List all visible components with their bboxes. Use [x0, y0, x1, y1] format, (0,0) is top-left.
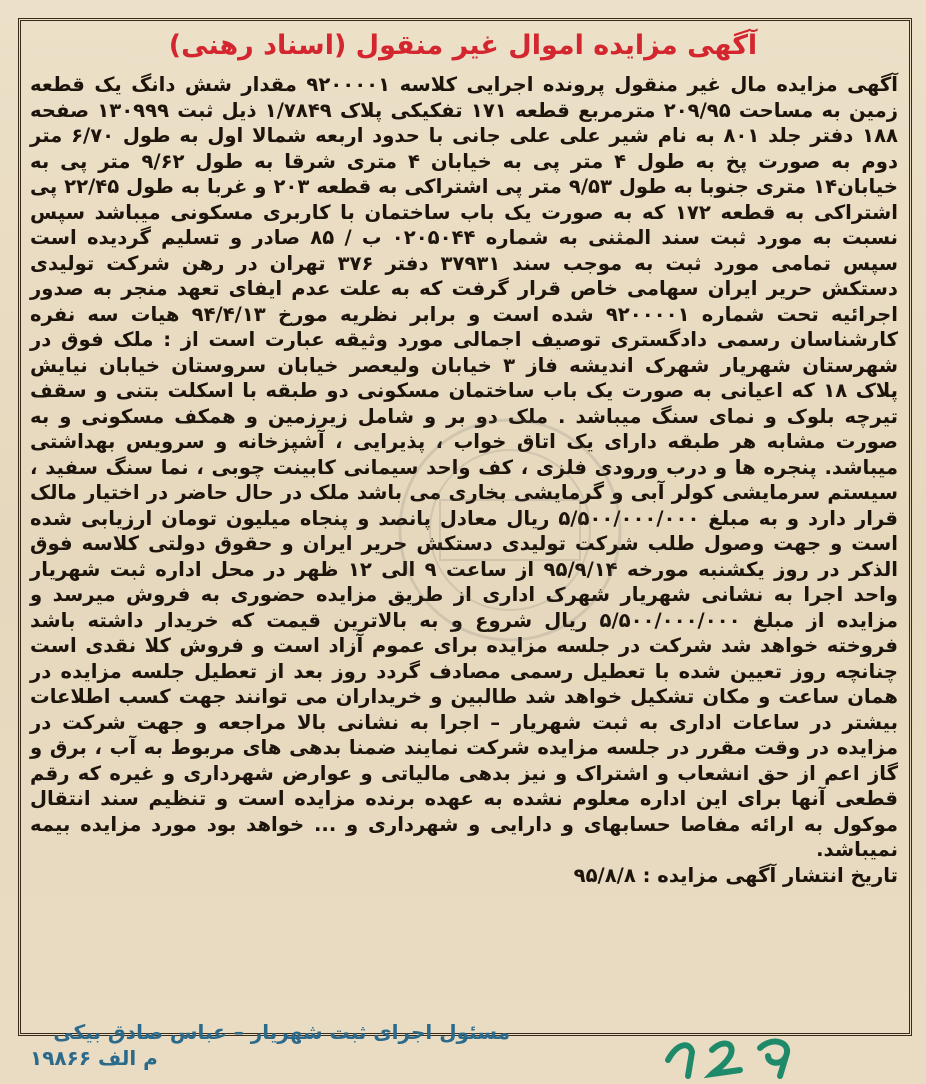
- publish-date-line: تاریخ انتشار آگهی مزایده : ۹۵/۸/۸: [573, 863, 898, 887]
- reference-code: م الف ۱۹۸۶۶: [30, 1046, 158, 1070]
- notice-title: آگهی مزایده اموال غیر منقول (اسناد رهنی): [168, 30, 758, 61]
- signature-line: مسئول اجرای ثبت شهریار – عباس صادق بیکی: [53, 1020, 510, 1044]
- handwritten-number: [660, 1030, 810, 1080]
- notice-body: [30, 72, 898, 888]
- notice-body-paragraph: آگهی مزایده مال غیر منقول پرونده اجرایی کلاسه ۹۲۰۰۰۰۱ مقدار شش دانگ یک قطعه زمین به مساحت ۲۰۹/۹۵ مترمربع قطعه ۱۷۱ تفکیکی پلاک ۱/۷۸۴۹ ذیل ثبت ۱۳۰۹۹۹ صفحه ۱۸۸ دفتر جلد ۸۰۱ به نام شیر علی علی جانی با حدود اربعه شمالا اول به طول ۶/۷۰ متر دوم به صورت پخ به طول ۴ متر پی به خیابان ۴ متری شرقا به طول ۹/۶۲ متر پی به خیابان۱۴ متری جنوبا به طول ۹/۵۳ متر پی اشتراکی به قطعه ۲۰۳ و غربا به طول ۲۲/۴۵ پی اشتراکی به قطعه ۱۷۲ که به صورت یک باب ساختمان با کاربری مسکونی میباشد سپس نسبت به مورد ثبت سند المثنی به شماره ۰۲۰۵۰۴۴ ب / ۸۵ صادر و تسلیم گردیده است سپس تمامی مورد ثبت به موجب سند ۳۷۹۳۱ دفتر ۳۷۶ تهران در رهن شرکت تولیدی دستکش حریر ایران سهامی خاص قرار گرفت که به علت عدم ایفای تعهد منجر به صدور اجرائیه تحت شماره ۹۲۰۰۰۰۱ شده است و برابر نظریه مورخ ۹۴/۴/۱۳ هیات سه نفره کارشناسان رسمی دادگستری توصیف اجمالی مورد وثیقه عبارت است از : ملک فوق در شهرستان شهریار شهرک اندیشه فاز ۳ خیابان ولیعصر خیابان سروستان خیابان نیایش پلاک ۱۸ که اعیانی به صورت یک باب ساختمان مسکونی دو طبقه با اسکلت بتنی و سقف تیرچه بلوک و نمای سنگ میباشد . ملک دو بر و شامل زیرزمین و همکف مسکونی و به صورت مشابه هر طبقه دارای یک اتاق خواب ، پذیرایی ، آشپزخانه و سرویس بهداشتی میباشد. پنجره ها و درب ورودی فلزی ، کف واحد سیمانی کابینت چوبی ، نما سنگ سفید ، سیستم سرمایشی کولر آبی و گرمایشی بخاری می باشد ملک در حال حاضر در اختیار مالک قرار دارد و به مبلغ ۵/۵۰۰/۰۰۰/۰۰۰ ریال معادل پانصد و پنجاه میلیون تومان ارزیابی شده است و جهت وصول طلب شرکت تولیدی دستکش حریر ایران و حقوق دولتی کلاسه فوق الذکر در روز یکشنبه مورخه ۹۵/۹/۱۴ از ساعت ۹ الی ۱۲ ظهر در محل اداره ثبت شهریار واحد اجرا به نشانی شهریار شهرک اداری از طریق مزایده حضوری به فروش میرسد و مزایده از مبلغ ۵/۵۰۰/۰۰۰/۰۰۰ ریال شروع و به بالاترین قیمت که خریدار داشته باشد فروخته خواهد شد شرکت در جلسه مزایده برای عموم آزاد است و فروش کلا نقدی است چنانچه روز تعیین شده با تعطیل رسمی مصادف گردد روز بعد از تعطیل جلسه مزایده در همان ساعت و مکان تشکیل خواهد شد طالبین و خریداران می توانند جهت کسب اطلاعات بیشتر در ساعات اداری به ثبت شهریار – اجرا به نشانی بالا مراجعه و جهت شرکت در مزایده در وقت مقرر در جلسه مزایده شرکت نمایند ضمنا بدهی های مربوط به آب ، برق و گاز اعم از حق انشعاب و اشتراک و نیز بدهی مالیاتی و عوارض شهرداری و غیره که رقم قطعی آنها برای این اداره معلوم نشده به عهده برنده مزایده است و تنظیم سند انتقال موکول به ارائه مفاصا حسابهای و دارایی و شهرداری و ... خواهد بود مورد مزایده بیمه نمیباشد.: [30, 73, 899, 861]
